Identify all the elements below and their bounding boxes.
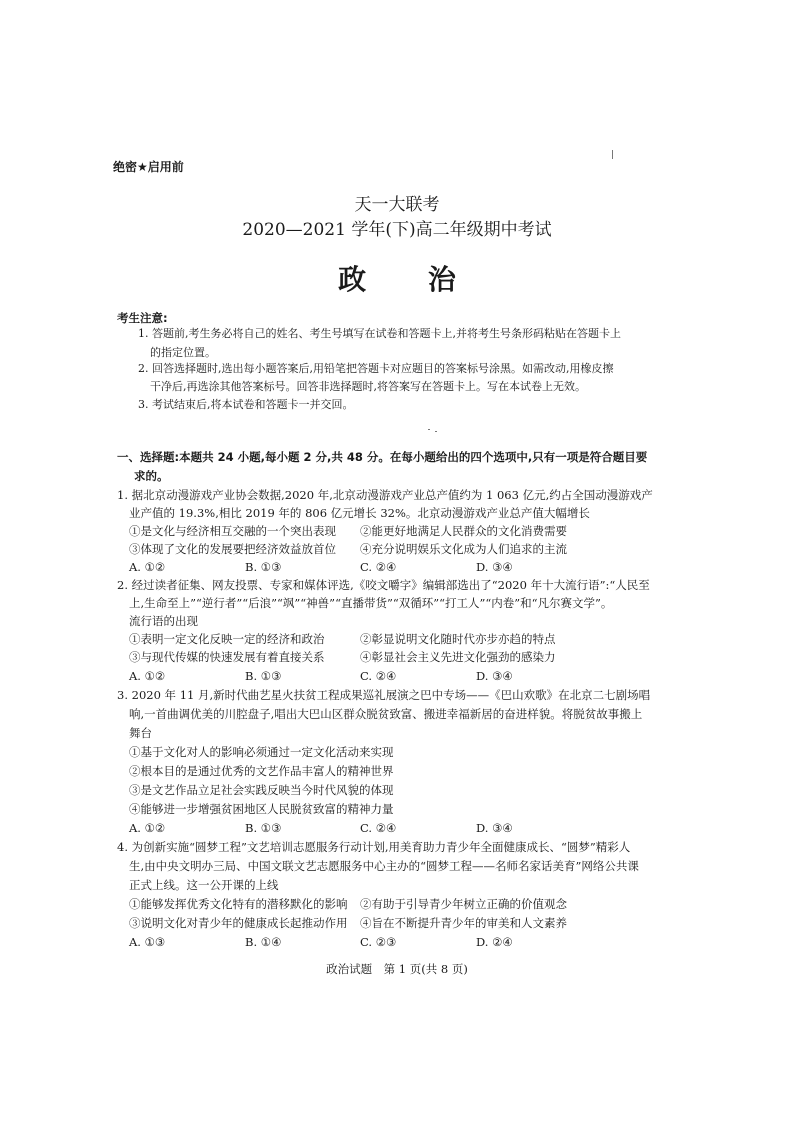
question-4-option-d[interactable]: D. ②④ xyxy=(476,935,513,949)
question-2-option-a[interactable]: A. ①② xyxy=(129,669,166,683)
question-4-option-a[interactable]: A. ①③ xyxy=(129,935,166,949)
question-2-statement: ②彰显说明文化随时代亦步亦趋的特点 xyxy=(360,632,556,646)
question-3-stem: 舞台 xyxy=(129,726,152,740)
question-4-statement: ④旨在不断提升青少年的审美和人文素养 xyxy=(360,916,567,930)
question-2-statement: ①表明一定文化反映一定的经济和政治 xyxy=(129,632,325,646)
question-3-statement: ②根本目的是通过优秀的文艺作品丰富人的精神世界 xyxy=(129,764,394,778)
question-4-statement: ①能够发挥优秀文化特有的潜移默化的影响 xyxy=(129,897,348,911)
question-4-statement: ③说明文化对青少年的健康成长起推动作用 xyxy=(129,916,348,930)
question-2-statement: ④彰显社会主义先进文化强劲的感染力 xyxy=(360,650,556,664)
notice-line: 干净后,再选涂其他答案标号。回答非选择题时,将答案写在答题卡上。写在本试卷上无效。 xyxy=(150,380,586,393)
question-1-option-d[interactable]: D. ③④ xyxy=(476,560,513,574)
question-2-statement: ③与现代传媒的快速发展有着直接关系 xyxy=(129,650,325,664)
question-3-stem: 响,一首曲调优美的川腔盘子,唱出大巴山区群众脱贫致富、搬进幸福新居的奋进样貌。将脱贫故事搬上 xyxy=(129,707,643,721)
question-2-stem: 上,生命至上”“逆行者”“后浪”“飒”“神兽”“直播带货”“双循环”“打工人”“内卷”和“凡尔赛文学”。 xyxy=(129,596,613,610)
question-2-option-d[interactable]: D. ③④ xyxy=(476,669,513,683)
question-1-stem: 业产值的 19.3%,相比 2019 年的 806 亿元增长 32%。北京动漫游戏产业总产值大幅增长 xyxy=(129,506,590,520)
question-4-option-c[interactable]: C. ②③ xyxy=(360,935,397,949)
notice-line: 的指定位置。 xyxy=(150,346,216,359)
question-3-stem: 3. 2020 年 11 月,新时代曲艺星火扶贫工程成果巡礼展演之巴中专场——《巴山欢歌》在北京二七剧场唱 xyxy=(117,688,651,702)
question-3-statement: ①基于文化对人的影响必须通过一定文化活动来实现 xyxy=(129,745,394,759)
question-1-option-c[interactable]: C. ②④ xyxy=(360,560,397,574)
confidential-label: 绝密★启用前 xyxy=(113,160,184,174)
question-1-option-b[interactable]: B. ①③ xyxy=(245,560,282,574)
question-1-statement: ②能更好地满足人民群众的文化消费需要 xyxy=(360,524,567,538)
question-2-option-c[interactable]: C. ②④ xyxy=(360,669,397,683)
question-2-stem: 流行语的出现 xyxy=(129,614,198,628)
exam-organizer: 天一大联考 xyxy=(354,195,440,215)
question-4-option-b[interactable]: B. ①④ xyxy=(245,935,282,949)
scan-speck xyxy=(428,429,430,430)
question-4-statement: ②有助于引导青少年树立正确的价值观念 xyxy=(360,897,567,911)
question-3-statement: ③是文艺作品立足社会实践反映当今时代风貌的体现 xyxy=(129,783,394,797)
question-4-stem: 正式上线。这一公开课的上线 xyxy=(129,878,279,892)
question-4-stem: 生,由中央文明办三局、中国文联文艺志愿服务中心主办的“圆梦工程——名师名家话美育”网络公共课 xyxy=(129,859,639,873)
question-4-stem: 4. 为创新实施“圆梦工程”文艺培训志愿服务行动计划,用美育助力青少年全面健康成长、“圆梦”精彩人 xyxy=(117,840,631,854)
question-3-option-c[interactable]: C. ②④ xyxy=(360,821,397,835)
question-3-option-a[interactable]: A. ①② xyxy=(129,821,166,835)
question-3-option-b[interactable]: B. ①③ xyxy=(245,821,282,835)
page-footer: 政治试题 第 1 页(共 8 页) xyxy=(326,962,468,976)
scan-speck xyxy=(435,431,437,432)
question-1-stem: 1. 据北京动漫游戏产业协会数据,2020 年,北京动漫游戏产业总产值约为 1 063 亿元,约占全国动漫游戏产 xyxy=(117,488,653,502)
question-1-statement: ①是文化与经济相互交融的一个突出表现 xyxy=(129,524,336,538)
question-2-option-b[interactable]: B. ①③ xyxy=(245,669,282,683)
notice-line: 3. 考试结束后,将本试卷和答题卡一并交回。 xyxy=(138,398,354,411)
question-3-statement: ④能够进一步增强贫困地区人民脱贫致富的精神力量 xyxy=(129,802,394,816)
notice-heading: 考生注意: xyxy=(117,311,168,325)
question-1-option-a[interactable]: A. ①② xyxy=(129,560,166,574)
question-1-statement: ④充分说明娱乐文化成为人们追求的主流 xyxy=(360,542,567,556)
notice-line: 1. 答题前,考生务必将自己的姓名、考生号填写在试卷和答题卡上,并将考生号条形码粘贴在答题卡上 xyxy=(138,327,621,340)
section-heading xyxy=(117,448,647,486)
exam-title: 2020—2021 学年(下)高二年级期中考试 xyxy=(242,220,552,240)
notice-line: 2. 回答选择题时,选出每小题答案后,用铅笔把答题卡对应题目的答案标号涂黑。如需改动,用橡皮擦 xyxy=(138,362,614,375)
subject-title: 政 治 xyxy=(338,263,482,296)
question-2-stem: 2. 经过读者征集、网友投票、专家和媒体评选,《咬文嚼字》编辑部选出了“2020 年十大流行语”:“人民至 xyxy=(117,578,650,592)
section-heading-line: 一、选择题:本题共 24 小题,每小题 2 分,共 48 分。在每小题给出的四个选项中,只有一项是符合题目要 xyxy=(117,450,648,464)
scan-speck xyxy=(612,150,613,159)
section-heading-line: 求的。 xyxy=(134,469,169,483)
question-3-option-d[interactable]: D. ③④ xyxy=(476,821,513,835)
question-1-statement: ③体现了文化的发展要把经济效益放首位 xyxy=(129,542,336,556)
